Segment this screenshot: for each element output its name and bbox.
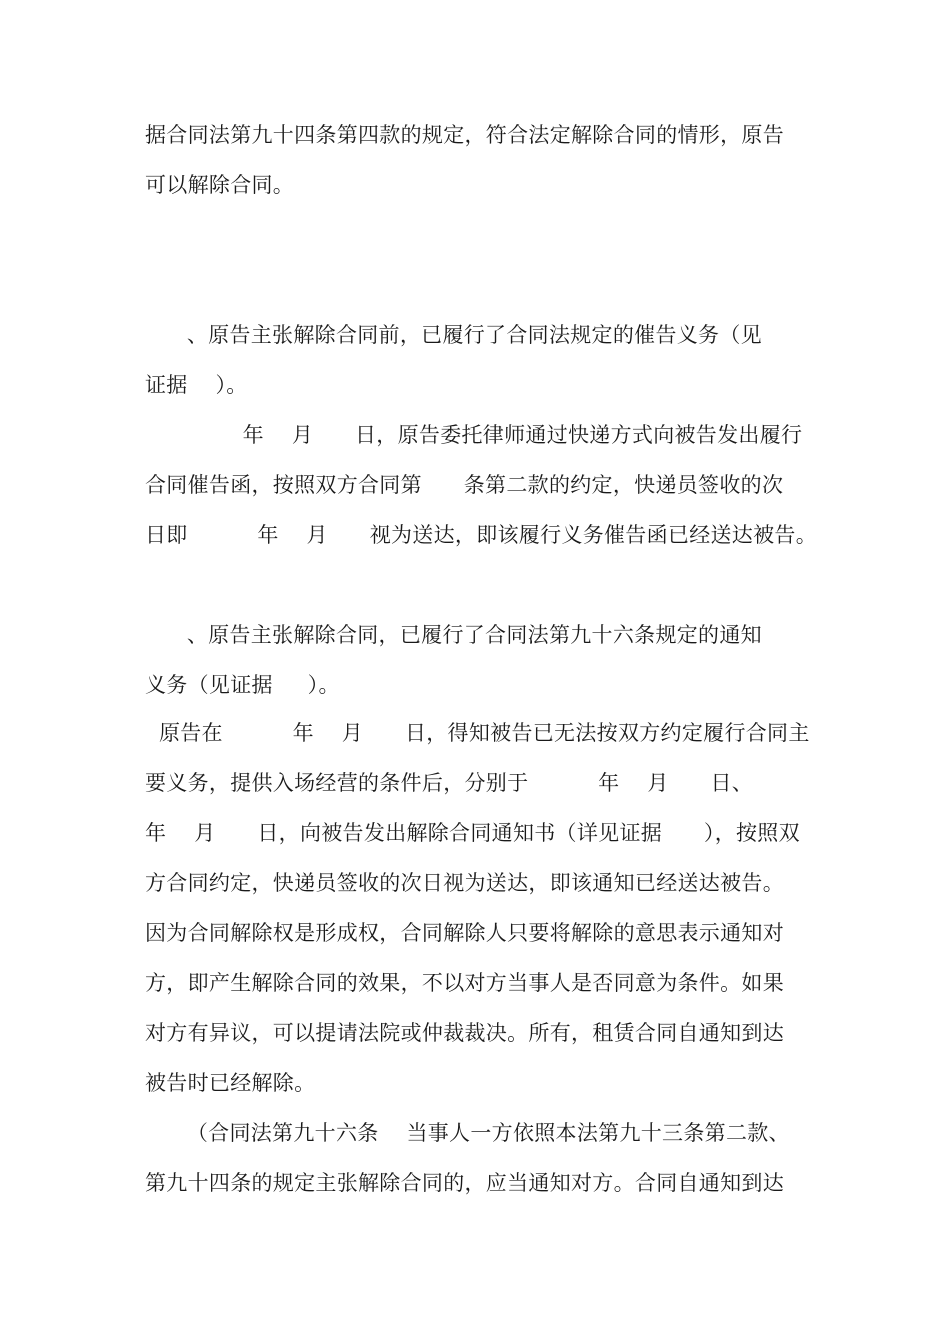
- text-line: 日即 年 月 视为送达，即该履行义务催告函已经送达被告。: [145, 523, 818, 547]
- text-line: 、原告主张解除合同前，已履行了合同法规定的催告义务（见: [145, 323, 762, 347]
- text-line: 方，即产生解除合同的效果，不以对方当事人是否同意为条件。如果: [145, 971, 784, 995]
- text-line: 原告在 年 月 日，得知被告已无法按双方约定履行合同主: [145, 721, 810, 745]
- text-line: （合同法第九十六条 当事人一方依照本法第九十三条第二款、: [145, 1121, 790, 1145]
- text-line: 可以解除合同。: [145, 173, 295, 197]
- text-line: 被告时已经解除。: [145, 1071, 316, 1095]
- text-line: 方合同约定，快递员签收的次日视为送达，即该通知已经送达被告。: [145, 871, 784, 895]
- text-line: 、原告主张解除合同，已履行了合同法第九十六条规定的通知: [145, 623, 762, 647]
- text-line: 要义务，提供入场经营的条件后，分别于 年 月 日、: [145, 771, 754, 795]
- text-line: 对方有异议，可以提请法院或仲裁裁决。所有，租赁合同自通知到达: [145, 1021, 784, 1045]
- text-line: 第九十四条的规定主张解除合同的，应当通知对方。合同自通知到达: [145, 1171, 784, 1195]
- text-line: 因为合同解除权是形成权，合同解除人只要将解除的意思表示通知对: [145, 921, 784, 945]
- text-line: 合同催告函，按照双方合同第 条第二款的约定，快递员签收的次: [145, 473, 784, 497]
- text-line: 证据 ）。: [145, 373, 248, 397]
- text-line: 义务（见证据 ）。: [145, 673, 340, 697]
- text-line: 年 月 日，向被告发出解除合同通知书（详见证据 ），按照双: [145, 821, 800, 845]
- text-line: 据合同法第九十四条第四款的规定，符合法定解除合同的情形，原告: [145, 123, 784, 147]
- text-line: 年 月 日，原告委托律师通过快递方式向被告发出履行: [145, 423, 803, 447]
